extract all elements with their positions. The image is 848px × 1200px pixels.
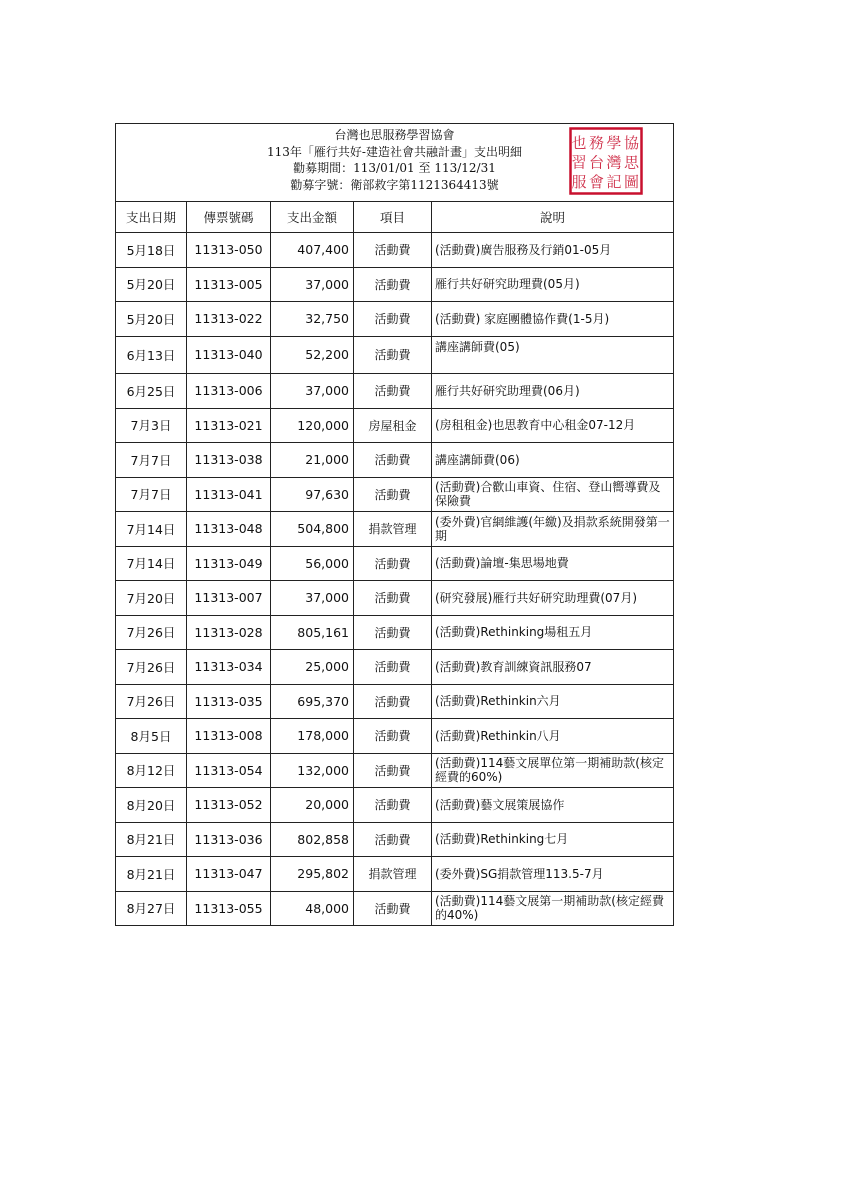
expense-table: [115, 123, 674, 926]
fundraising-period: 勸募期間：113/01/01 至 113/12/31: [293, 161, 496, 175]
item-cell: 房屋租金: [354, 408, 432, 443]
description-cell: (活動費)114藝文展第一期補助款(核定經費的40%): [432, 891, 674, 926]
date-cell: 7月26日: [116, 615, 187, 650]
description-cell: 雁行共好研究助理費(05月): [432, 267, 674, 302]
table-row: [116, 822, 674, 857]
date-cell: 8月12日: [116, 753, 187, 788]
amount-cell: 97,630: [271, 477, 354, 512]
table-row: [116, 233, 674, 268]
item-cell: 活動費: [354, 615, 432, 650]
description-cell: (活動費)合歡山車資、住宿、登山嚮導費及保險費: [432, 477, 674, 512]
amount-cell: 802,858: [271, 822, 354, 857]
description-cell: (活動費)藝文展策展協作: [432, 788, 674, 823]
voucher-cell: 11313-036: [187, 822, 271, 857]
date-cell: 8月27日: [116, 891, 187, 926]
table-row: [116, 650, 674, 685]
item-cell: 活動費: [354, 719, 432, 754]
table-row: [116, 374, 674, 409]
item-cell: 捐款管理: [354, 512, 432, 547]
seal-glyph: 也: [571, 134, 587, 152]
date-cell: 5月20日: [116, 302, 187, 337]
item-cell: 活動費: [354, 443, 432, 478]
table-row: [116, 684, 674, 719]
column-item-header: 項目: [354, 202, 432, 233]
item-cell: 活動費: [354, 374, 432, 409]
column-amount-header: 支出金額: [271, 202, 354, 233]
plan-title: 113年「雁行共好-建造社會共融計畫」支出明細: [267, 144, 522, 159]
description-cell: (活動費)Rethinkin六月: [432, 684, 674, 719]
amount-cell: 295,802: [271, 857, 354, 892]
voucher-cell: 11313-048: [187, 512, 271, 547]
description-cell: (活動費) 家庭團體協作費(1-5月): [432, 302, 674, 337]
item-cell: 活動費: [354, 788, 432, 823]
voucher-cell: 11313-005: [187, 267, 271, 302]
voucher-cell: 11313-055: [187, 891, 271, 926]
date-cell: 7月26日: [116, 650, 187, 685]
table-row: [116, 408, 674, 443]
seal-glyph: 會: [589, 173, 605, 191]
table-row: [116, 477, 674, 512]
amount-cell: 37,000: [271, 267, 354, 302]
table-row: [116, 546, 674, 581]
amount-cell: 407,400: [271, 233, 354, 268]
voucher-cell: 11313-008: [187, 719, 271, 754]
table-row: [116, 302, 674, 337]
date-cell: 7月14日: [116, 512, 187, 547]
voucher-cell: 11313-052: [187, 788, 271, 823]
permit-number: 勸募字號：衛部救字第1121364413號: [290, 177, 499, 192]
table-row: [116, 788, 674, 823]
item-cell: 活動費: [354, 267, 432, 302]
seal-glyph: 台: [589, 153, 605, 172]
date-cell: 7月20日: [116, 581, 187, 616]
seal-glyph: 學: [606, 134, 622, 152]
description-cell: (活動費)114藝文展單位第一期補助款(核定經費的60%): [432, 753, 674, 788]
org-seal-stamp: [569, 127, 643, 195]
table-row: [116, 581, 674, 616]
amount-cell: 178,000: [271, 719, 354, 754]
amount-cell: 25,000: [271, 650, 354, 685]
date-cell: 5月18日: [116, 233, 187, 268]
item-cell: 活動費: [354, 477, 432, 512]
table-row: [116, 857, 674, 892]
item-cell: 活動費: [354, 336, 432, 374]
expense-rows: [116, 233, 674, 926]
item-cell: 活動費: [354, 822, 432, 857]
table-row: [116, 336, 674, 374]
amount-cell: 21,000: [271, 443, 354, 478]
date-cell: 8月21日: [116, 857, 187, 892]
description-cell: (委外費)SG捐款管理113.5-7月: [432, 857, 674, 892]
column-description-header: 說明: [432, 202, 674, 233]
date-cell: 5月20日: [116, 267, 187, 302]
description-cell: (活動費)教育訓練資訊服務07: [432, 650, 674, 685]
table-row: [116, 719, 674, 754]
column-header-row: [116, 202, 674, 233]
date-cell: 8月20日: [116, 788, 187, 823]
description-cell: (活動費)Rethinking場租五月: [432, 615, 674, 650]
amount-cell: 48,000: [271, 891, 354, 926]
date-cell: 7月7日: [116, 443, 187, 478]
item-cell: 活動費: [354, 753, 432, 788]
voucher-cell: 11313-028: [187, 615, 271, 650]
voucher-cell: 11313-021: [187, 408, 271, 443]
date-cell: 8月5日: [116, 719, 187, 754]
amount-cell: 56,000: [271, 546, 354, 581]
amount-cell: 695,370: [271, 684, 354, 719]
voucher-cell: 11313-034: [187, 650, 271, 685]
seal-glyph: 圖: [624, 173, 640, 191]
description-cell: (活動費)論壇-集思場地費: [432, 546, 674, 581]
table-row: [116, 615, 674, 650]
amount-cell: 504,800: [271, 512, 354, 547]
amount-cell: 37,000: [271, 374, 354, 409]
voucher-cell: 11313-050: [187, 233, 271, 268]
expense-document: [115, 123, 673, 926]
amount-cell: 132,000: [271, 753, 354, 788]
amount-cell: 37,000: [271, 581, 354, 616]
item-cell: 活動費: [354, 891, 432, 926]
amount-cell: 32,750: [271, 302, 354, 337]
item-cell: 活動費: [354, 650, 432, 685]
voucher-cell: 11313-038: [187, 443, 271, 478]
table-row: [116, 753, 674, 788]
date-cell: 7月3日: [116, 408, 187, 443]
description-cell: (房租租金)也思教育中心租金07-12月: [432, 408, 674, 443]
voucher-cell: 11313-022: [187, 302, 271, 337]
seal-glyph: 習: [571, 153, 587, 172]
org-name: 台灣也思服務學習協會: [334, 128, 455, 142]
description-cell: (活動費)Rethinkin八月: [432, 719, 674, 754]
description-cell: (活動費)Rethinking七月: [432, 822, 674, 857]
date-cell: 7月26日: [116, 684, 187, 719]
item-cell: 活動費: [354, 233, 432, 268]
seal-glyph: 灣: [606, 153, 622, 172]
item-cell: 活動費: [354, 581, 432, 616]
description-cell: 雁行共好研究助理費(06月): [432, 374, 674, 409]
voucher-cell: 11313-040: [187, 336, 271, 374]
voucher-cell: 11313-049: [187, 546, 271, 581]
amount-cell: 805,161: [271, 615, 354, 650]
seal-glyph: 服: [571, 173, 587, 191]
table-row: [116, 267, 674, 302]
description-cell: (活動費)廣告服務及行銷01-05月: [432, 233, 674, 268]
amount-cell: 52,200: [271, 336, 354, 374]
table-row: [116, 512, 674, 547]
seal-glyph: 思: [624, 153, 640, 172]
amount-cell: 20,000: [271, 788, 354, 823]
column-date-header: 支出日期: [116, 202, 187, 233]
seal-glyph: 記: [606, 173, 622, 191]
table-row: [116, 891, 674, 926]
seal-glyph: 務: [589, 134, 605, 152]
date-cell: 6月13日: [116, 336, 187, 374]
amount-cell: 120,000: [271, 408, 354, 443]
date-cell: 7月7日: [116, 477, 187, 512]
date-cell: 7月14日: [116, 546, 187, 581]
column-voucher-header: 傳票號碼: [187, 202, 271, 233]
description-cell: 講座講師費(05): [432, 336, 674, 374]
date-cell: 6月25日: [116, 374, 187, 409]
table-row: [116, 443, 674, 478]
item-cell: 活動費: [354, 546, 432, 581]
item-cell: 捐款管理: [354, 857, 432, 892]
voucher-cell: 11313-054: [187, 753, 271, 788]
document-header: [116, 124, 674, 202]
voucher-cell: 11313-035: [187, 684, 271, 719]
voucher-cell: 11313-006: [187, 374, 271, 409]
description-cell: 講座講師費(06): [432, 443, 674, 478]
voucher-cell: 11313-047: [187, 857, 271, 892]
voucher-cell: 11313-041: [187, 477, 271, 512]
seal-glyph: 協: [624, 134, 640, 152]
item-cell: 活動費: [354, 684, 432, 719]
description-cell: (委外費)官網維護(年繳)及捐款系統開發第一期: [432, 512, 674, 547]
item-cell: 活動費: [354, 302, 432, 337]
voucher-cell: 11313-007: [187, 581, 271, 616]
date-cell: 8月21日: [116, 822, 187, 857]
description-cell: (研究發展)雁行共好研究助理費(07月): [432, 581, 674, 616]
